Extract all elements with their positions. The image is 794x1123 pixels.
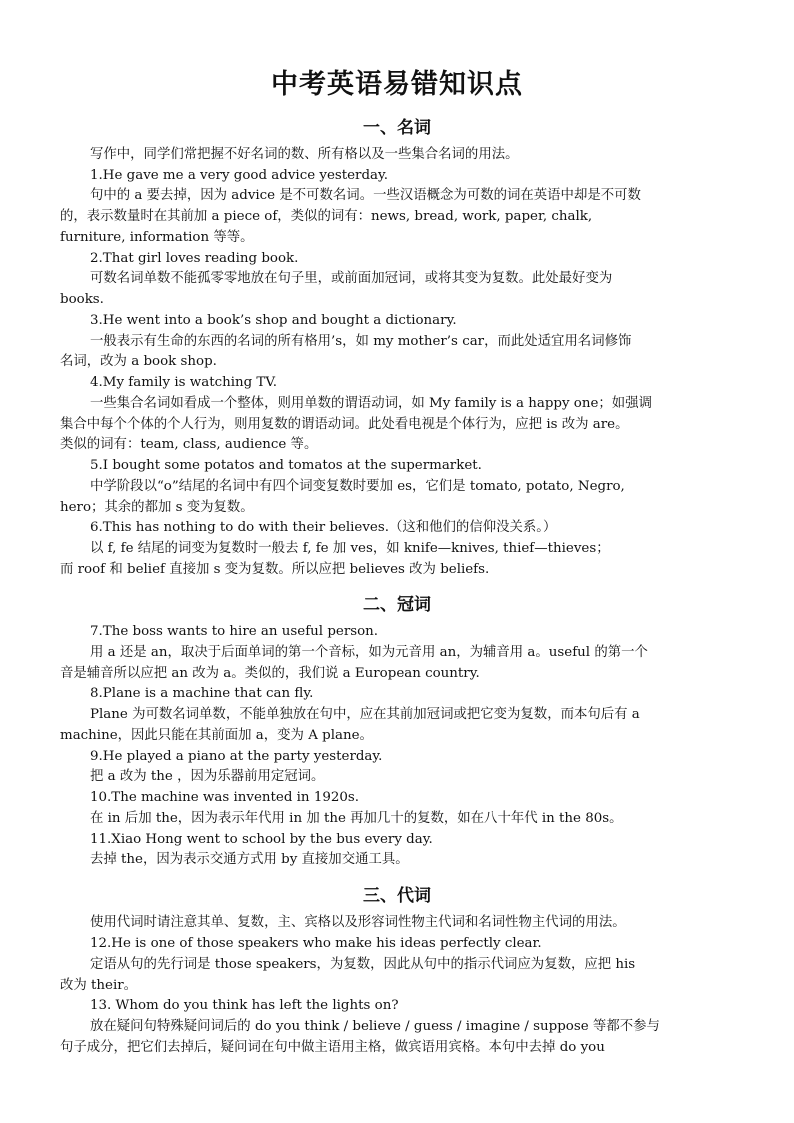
text-line: 定语从句的先行词是 those speakers，为复数，因此从句中的指示代词应为复数，应把 his <box>90 957 636 972</box>
text-line: 句子成分，把它们去掉后，疑问词在句中做主语用主格，做宾语用宾格。本句中去掉 do you <box>60 1040 605 1055</box>
text-line: 类似的词有：team, class, audience 等。 <box>60 437 318 452</box>
text-line: furniture, information 等等。 <box>60 230 254 245</box>
section-heading-pronouns: 三、代词 <box>363 886 431 906</box>
text-line: books. <box>60 292 104 307</box>
example-sentence: 1.He gave me a very good advice yesterday. <box>90 168 389 183</box>
example-sentence: 13. Whom do you think has left the lights on? <box>90 998 399 1013</box>
text-line: 音是辅音所以应把 an 改为 a。类似的，我们说 a European country. <box>60 666 480 681</box>
text-line: 中学阶段以“o”结尾的名词中有四个词变复数时要加 es，它们是 tomato, potato, Negro, <box>90 479 625 494</box>
text-line: 把 a 改为 the ，因为乐器前用定冠词。 <box>90 769 325 784</box>
text-line: 用 a 还是 an，取决于后面单词的第一个音标，如为元音用 an，为辅音用 a。useful 的第一个 <box>90 645 648 660</box>
text-line: hero；其余的都加 s 变为复数。 <box>60 500 254 515</box>
example-sentence: 6.This has nothing to do with their believes.（这和他们的信仰没关系。） <box>90 520 557 535</box>
example-sentence: 12.He is one of those speakers who make his ideas perfectly clear. <box>90 936 542 951</box>
text-line: 一些集合名词如看成一个整体，则用单数的谓语动词，如 My family is a happy one；如强调 <box>90 396 652 411</box>
example-sentence: 11.Xiao Hong went to school by the bus every day. <box>90 832 433 847</box>
example-sentence: 10.The machine was invented in 1920s. <box>90 790 360 805</box>
text-line: 放在疑问句特殊疑问词后的 do you think / believe / guess / imagine / suppose 等都不参与 <box>90 1019 660 1034</box>
example-sentence: 7.The boss wants to hire an useful person. <box>90 624 379 639</box>
example-sentence: 9.He played a piano at the party yesterday. <box>90 749 383 764</box>
example-sentence: 3.He went into a book’s shop and bought a dictionary. <box>90 313 457 328</box>
text-line: 改为 their。 <box>60 978 138 993</box>
example-sentence: 4.My family is watching TV. <box>90 375 277 390</box>
text-line: 写作中，同学们常把握不好名词的数、所有格以及一些集合名词的用法。 <box>90 147 519 162</box>
text-line: 在 in 后加 the，因为表示年代用 in 加 the 再加几十的复数，如在八十年代 in the 80s。 <box>90 811 623 826</box>
text-line: 的，表示数量时在其前加 a piece of，类似的词有：news, bread, work, paper, chalk, <box>60 209 593 224</box>
text-line: 句中的 a 要去掉，因为 advice 是不可数名词。一些汉语概念为可数的词在英语中却是不可数 <box>90 188 641 203</box>
text-line: 可数名词单数不能孤零零地放在句子里，或前面加冠词，或将其变为复数。此处最好变为 <box>90 271 613 286</box>
text-line: 集合中每个个体的个人行为，则用复数的谓语动词。此处看电视是个体行为，应把 is 改为 are。 <box>60 417 629 432</box>
text-line: 而 roof 和 belief 直接加 s 变为复数。所以应把 believes 改为 beliefs. <box>60 562 490 577</box>
example-sentence: 2.That girl loves reading book. <box>90 251 299 266</box>
text-line: 一般表示有生命的东西的名词的所有格用’s，如 my mother’s car，而此处适宜用名词修饰 <box>90 334 632 349</box>
section-heading-articles: 二、冠词 <box>363 595 431 615</box>
text-line: 以 f, fe 结尾的词变为复数时一般去 f, fe 加 ves，如 knife—knives, thief—thieves； <box>90 541 610 556</box>
text-line: Plane 为可数名词单数，不能单独放在句中，应在其前加冠词或把它变为复数，而本句后有 a <box>90 707 640 722</box>
page-title: 中考英语易错知识点 <box>271 69 523 100</box>
example-sentence: 8.Plane is a machine that can fly. <box>90 686 314 701</box>
text-line: 去掉 the，因为表示交通方式用 by 直接加交通工具。 <box>90 852 409 867</box>
text-line: 名词，改为 a book shop. <box>60 354 217 369</box>
text-line: 使用代词时请注意其单、复数，主、宾格以及形容词性物主代词和名词性物主代词的用法。 <box>90 915 626 930</box>
section-heading-nouns: 一、名词 <box>363 118 431 138</box>
text-line: machine，因此只能在其前面加 a，变为 A plane。 <box>60 728 373 743</box>
example-sentence: 5.I bought some potatos and tomatos at the supermarket. <box>90 458 482 473</box>
